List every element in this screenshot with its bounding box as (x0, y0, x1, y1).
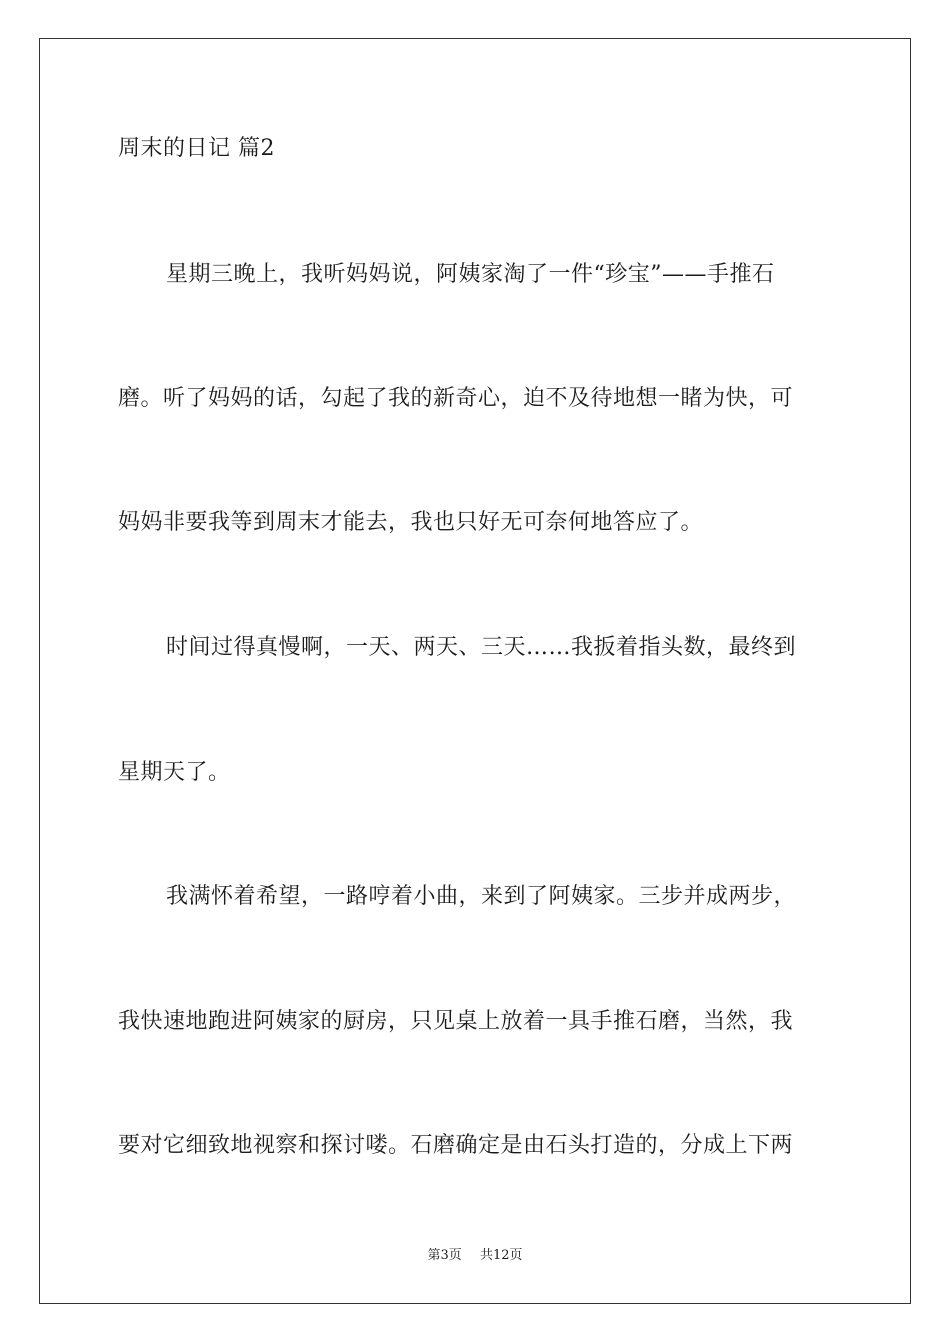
paragraph-1-line-1: 星期三晚上，我听妈妈说，阿姨家淘了一件“珍宝”——手推石 (166, 262, 775, 287)
paragraph-2-line-1: 时间过得真慢啊，一天、两天、三天……我扳着指头数，最终到 (166, 635, 797, 660)
page-footer (0, 1248, 950, 1264)
paragraph-1-line-2: 磨。听了妈妈的话，勾起了我的新奇心，迫不及待地想一睹为快，可 (118, 386, 794, 411)
paragraph-3-line-2: 我快速地跑进阿姨家的厨房，只见桌上放着一具手推石磨，当然，我 (118, 1009, 794, 1034)
page-number: 第3页 (427, 1248, 462, 1263)
paragraph-1-line-3: 妈妈非要我等到周末才能去，我也只好无可奈何地答应了。 (118, 510, 704, 535)
page-border (39, 38, 911, 1304)
document-heading: 周末的日记 篇2 (118, 136, 275, 161)
total-pages: 共12页 (479, 1248, 523, 1263)
paragraph-3-line-1: 我满怀着希望，一路哼着小曲，来到了阿姨家。三步并成两步， (166, 884, 797, 909)
paragraph-3-line-3: 要对它细致地视察和探讨喽。石磨确定是由石头打造的，分成上下两 (118, 1133, 794, 1158)
paragraph-2-line-2: 星期天了。 (118, 760, 231, 785)
